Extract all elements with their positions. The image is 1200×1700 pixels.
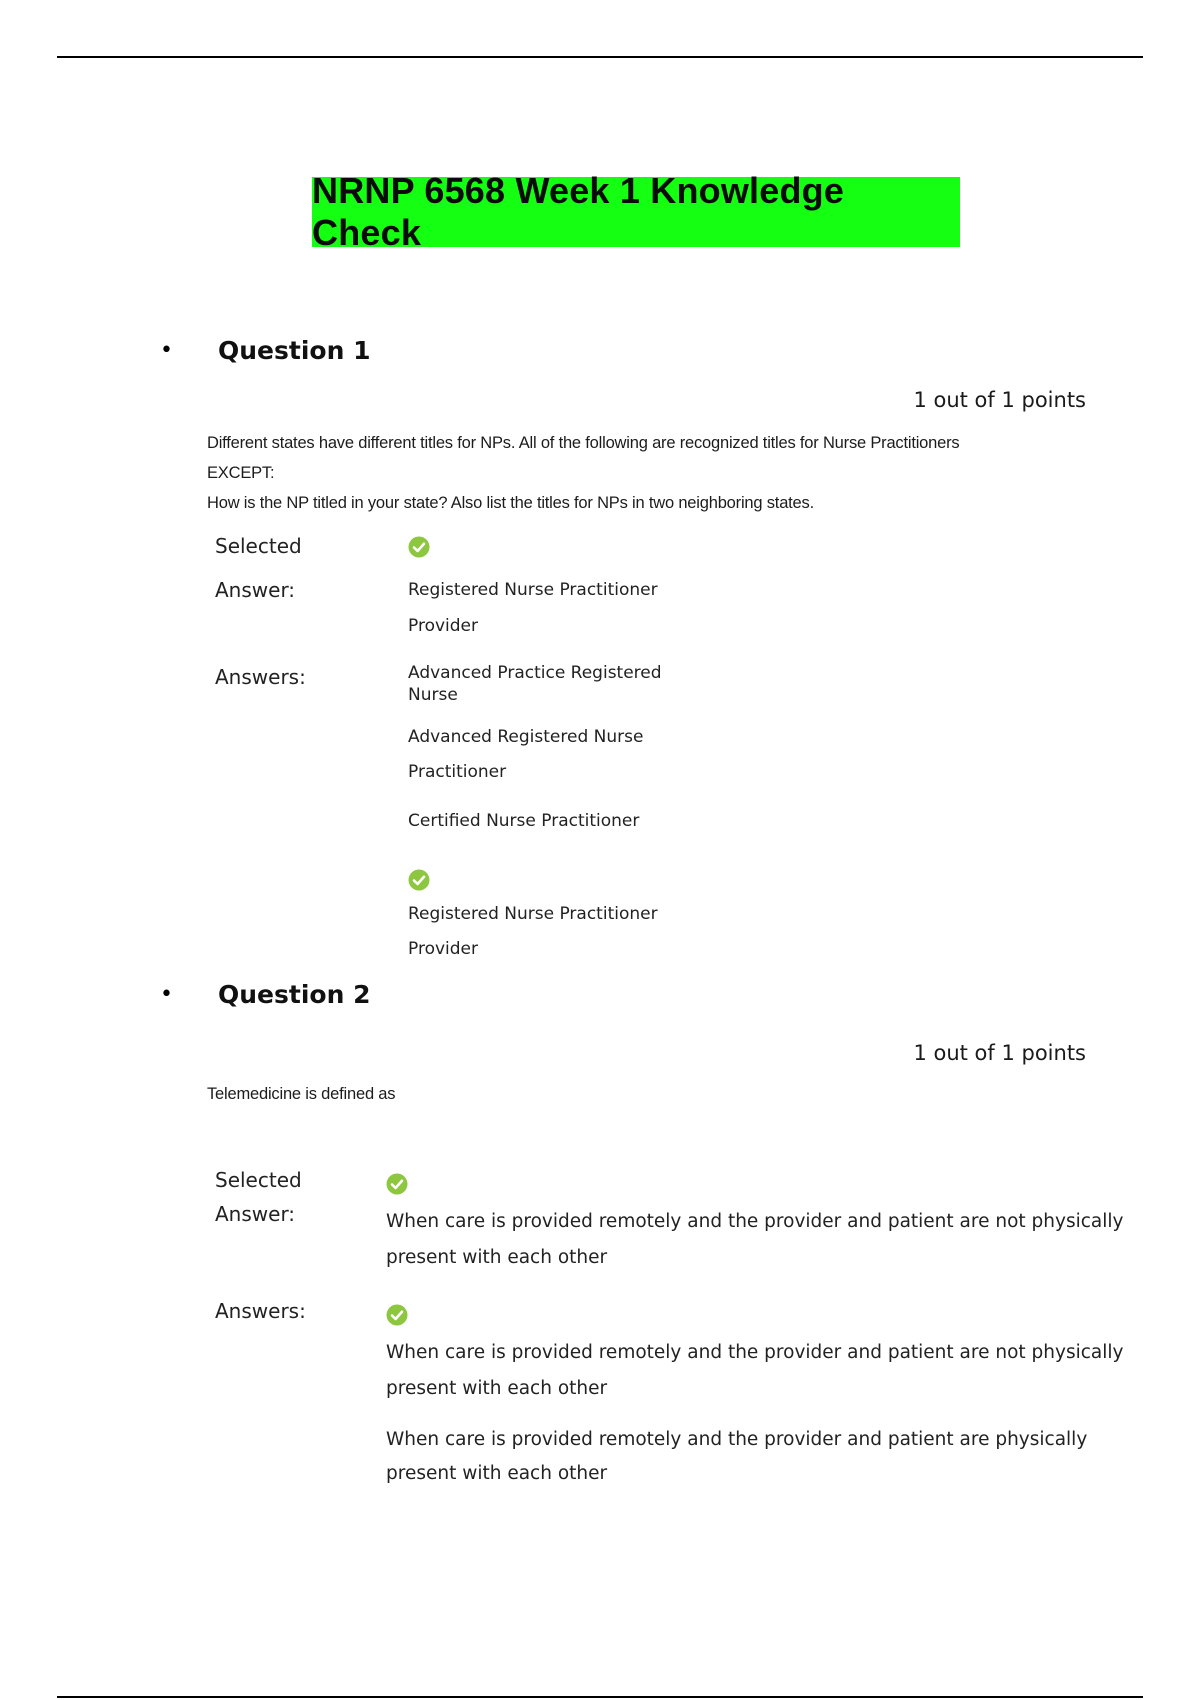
question-2-text-line: Telemedicine is defined as [207, 1085, 396, 1103]
answer-option: Nurse [408, 685, 458, 705]
answer-option: present with each other [386, 1463, 608, 1484]
answer-option: Practitioner [408, 762, 507, 782]
answers-label: Answers: [215, 1299, 306, 1323]
question-1-text-line: EXCEPT: [207, 464, 275, 482]
check-circle-icon [386, 1173, 408, 1195]
question-1-text-line: Different states have different titles for NPs. All of the following are recognized titles for Nurse Practitioners [207, 434, 960, 452]
answer-option: When care is provided remotely and the provider and patient are physically [386, 1429, 1088, 1450]
top-rule [57, 56, 1143, 58]
question-1-title: Question 1 [218, 336, 371, 365]
check-circle-icon [386, 1304, 408, 1326]
answer-option: Advanced Practice Registered [408, 663, 662, 683]
selected-answer-line: Provider [408, 616, 478, 636]
answer-label: Answer: [215, 578, 296, 602]
answer-label: Answer: [215, 1202, 296, 1226]
answer-option: When care is provided remotely and the provider and patient are not physically [386, 1342, 1124, 1363]
answer-option: Certified Nurse Practitioner [408, 811, 640, 831]
selected-label: Selected [215, 534, 302, 558]
answer-option: Provider [408, 939, 478, 959]
question-2-heading [160, 980, 370, 1009]
page-title: NRNP 6568 Week 1 Knowledge Check [312, 177, 960, 247]
question-2-title: Question 2 [218, 980, 371, 1009]
bullet: • [160, 338, 173, 363]
selected-answer-line: When care is provided remotely and the provider and patient are not physically [386, 1211, 1124, 1232]
question-2-text [207, 1079, 1077, 1109]
answers-label: Answers: [215, 665, 306, 689]
question-1-text-line: How is the NP titled in your state? Also list the titles for NPs in two neighboring states. [207, 494, 814, 512]
answer-option: Registered Nurse Practitioner [408, 904, 658, 924]
question-1-points: 1 out of 1 points [913, 388, 1086, 412]
check-circle-icon [408, 536, 430, 558]
check-circle-icon [408, 869, 430, 891]
selected-label: Selected [215, 1168, 302, 1192]
answer-option: Advanced Registered Nurse [408, 727, 644, 747]
question-2-points: 1 out of 1 points [913, 1041, 1086, 1065]
bullet: • [160, 982, 173, 1007]
selected-answer-line: present with each other [386, 1247, 608, 1268]
question-1-heading [160, 336, 370, 365]
question-1-text [207, 428, 1077, 518]
selected-answer-line: Registered Nurse Practitioner [408, 580, 658, 600]
answer-option: present with each other [386, 1378, 608, 1399]
bottom-rule [57, 1696, 1143, 1698]
